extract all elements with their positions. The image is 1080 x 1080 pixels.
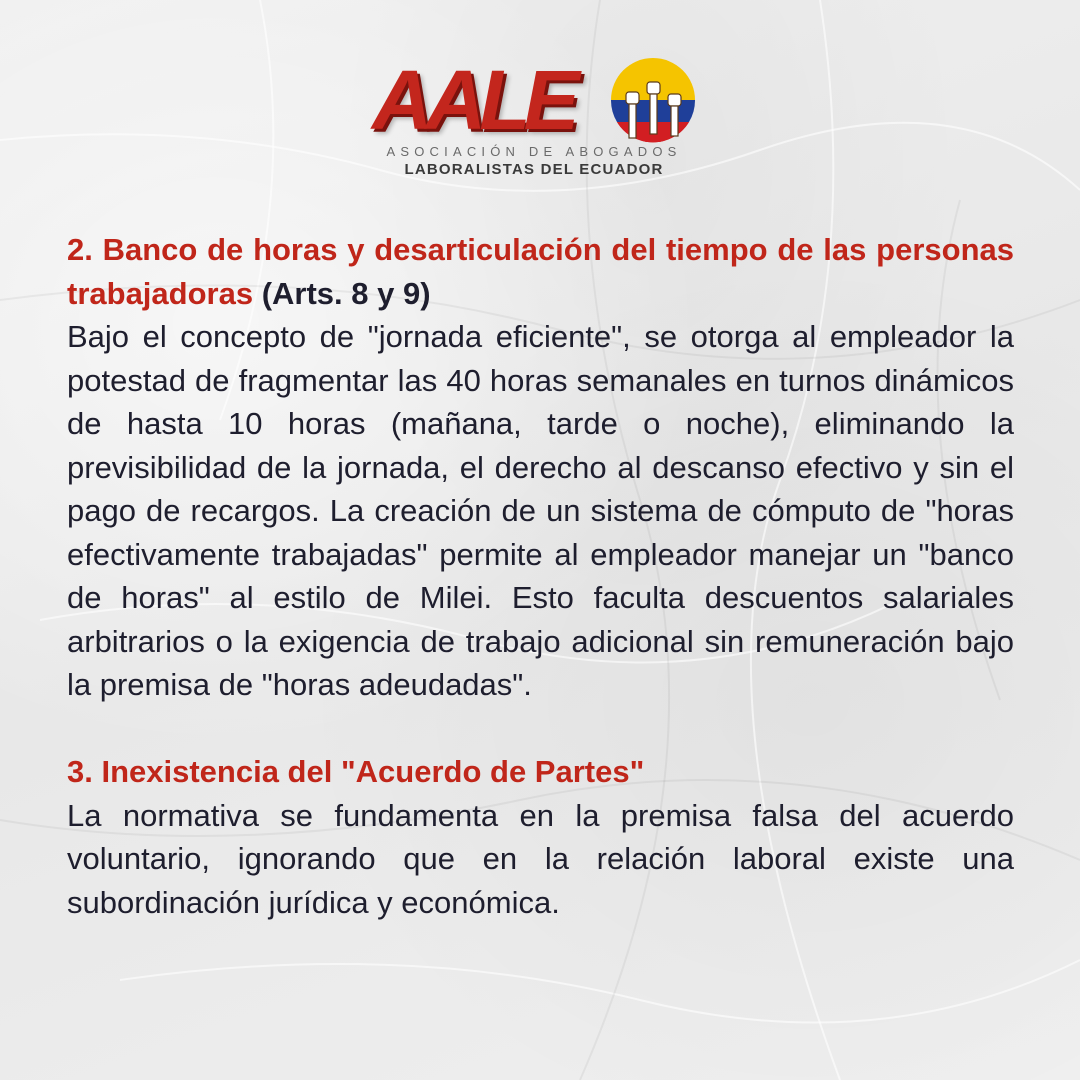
logo-wordmark: AALE: [372, 53, 573, 147]
section-heading: 2. Banco de horas y desarticulación del tiempo de las personas trabajadoras: [67, 232, 1014, 311]
section-spacer: [67, 707, 1014, 751]
logo-subtitle-line2: LABORALISTAS DEL ECUADOR: [404, 161, 664, 178]
section-body: La normativa se fundamenta en la premisa falsa del acuerdo voluntario, ignorando que en la relación laboral existe una subordinación jurídica y económica.: [67, 797, 1014, 920]
logo-subtitle-line1: ASOCIACIÓN DE ABOGADOS: [386, 144, 682, 159]
article-reference: (Arts. 8 y 9): [261, 275, 431, 311]
section-2: [67, 228, 1014, 315]
article-content: [67, 228, 1014, 924]
section-heading: [67, 750, 1014, 794]
section-body: Bajo el concepto de "jornada eficiente", se otorga al empleador la potestad de fragmentar las 40 horas semanales en turnos dinámicos de hasta 10 horas (mañana, tarde o noche), eliminando la previsibilidad de la jornada, el derecho al descanso efectivo y sin el pago de recargos. La creación de un sistema de cómputo de "horas efectivamente trabajadas" permite al empleador manejar un "banco de horas" al estilo de Milei. Esto faculta descuentos salariales arbitrarios o la exigencia de trabajo adicional sin remuneración bajo la premisa de "horas adeudadas".: [67, 319, 1014, 702]
aale-logo: [370, 53, 710, 186]
section-3-heading: 3. Inexistencia del "Acuerdo de Partes": [67, 754, 645, 789]
